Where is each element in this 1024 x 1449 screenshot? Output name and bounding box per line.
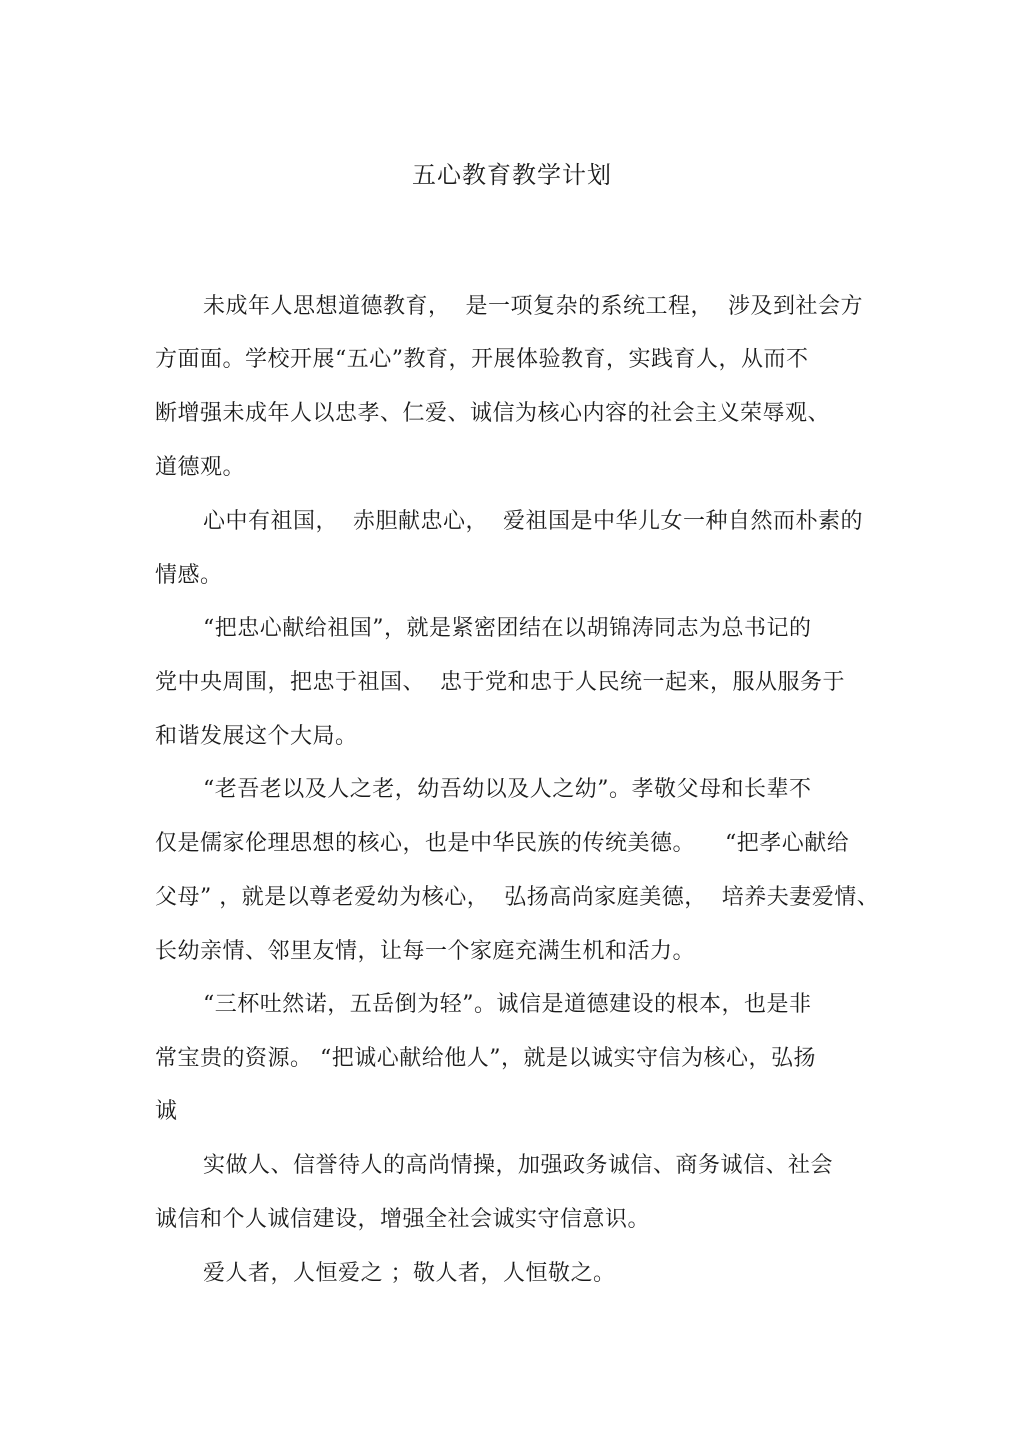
paragraph-line: 心中有祖国， 赤胆献忠心， 爱祖国是中华儿女一种自然而朴素的 [203,509,863,534]
paragraph-line: 实做人、信誉待人的高尚情操，加强政务诚信、商务诚信、社会 [203,1153,834,1178]
paragraph-line: 爱人者，人恒爱之 ；敬人者，人恒敬之。 [203,1261,616,1286]
paragraph-line: 诚信和个人诚信建设，增强全社会诚实守信意识。 [155,1207,651,1232]
paragraph-line: 仅是儒家伦理思想的核心，也是中华民族的传统美德。 “把孝心献给 [155,831,850,856]
paragraph-line: “三杯吐然诺，五岳倒为轻”。诚信是道德建设的根本，也是非 [203,992,812,1017]
paragraph-line: 道德观。 [155,455,246,480]
document-title: 五心教育教学计划 [412,161,612,189]
paragraph-line: “老吾老以及人之老，幼吾幼以及人之幼”。孝敬父母和长辈不 [203,777,812,802]
paragraph-line: 情感。 [155,563,223,588]
paragraph-line: 长幼亲情、邻里友情，让每一个家庭充满生机和活力。 [155,939,696,964]
paragraph-line: 诚 [155,1099,178,1124]
paragraph-line: 方面面。学校开展“五心”教育，开展体验教育，实践育人，从而不 [155,347,809,372]
paragraph-line: 和谐发展这个大局。 [155,724,358,749]
paragraph-line: “把忠心献给祖国”，就是紧密团结在以胡锦涛同志为总书记的 [203,616,812,641]
paragraph-line: 未成年人思想道德教育， 是一项复杂的系统工程， 涉及到社会方 [203,294,863,319]
paragraph-line: 断增强未成年人以忠孝、仁爱、诚信为核心内容的社会主义荣辱观、 [155,401,831,426]
paragraph-line: 党中央周围，把忠于祖国、 忠于党和忠于人民统一起来，服从服务于 [155,670,845,695]
paragraph-line: 常宝贵的资源。 “把诚心献给他人”，就是以诚实守信为核心，弘扬 [155,1046,816,1071]
paragraph-line: 父母” ，就是以尊老爱幼为核心， 弘扬高尚家庭美德， 培养夫妻爱情、 [155,885,880,910]
